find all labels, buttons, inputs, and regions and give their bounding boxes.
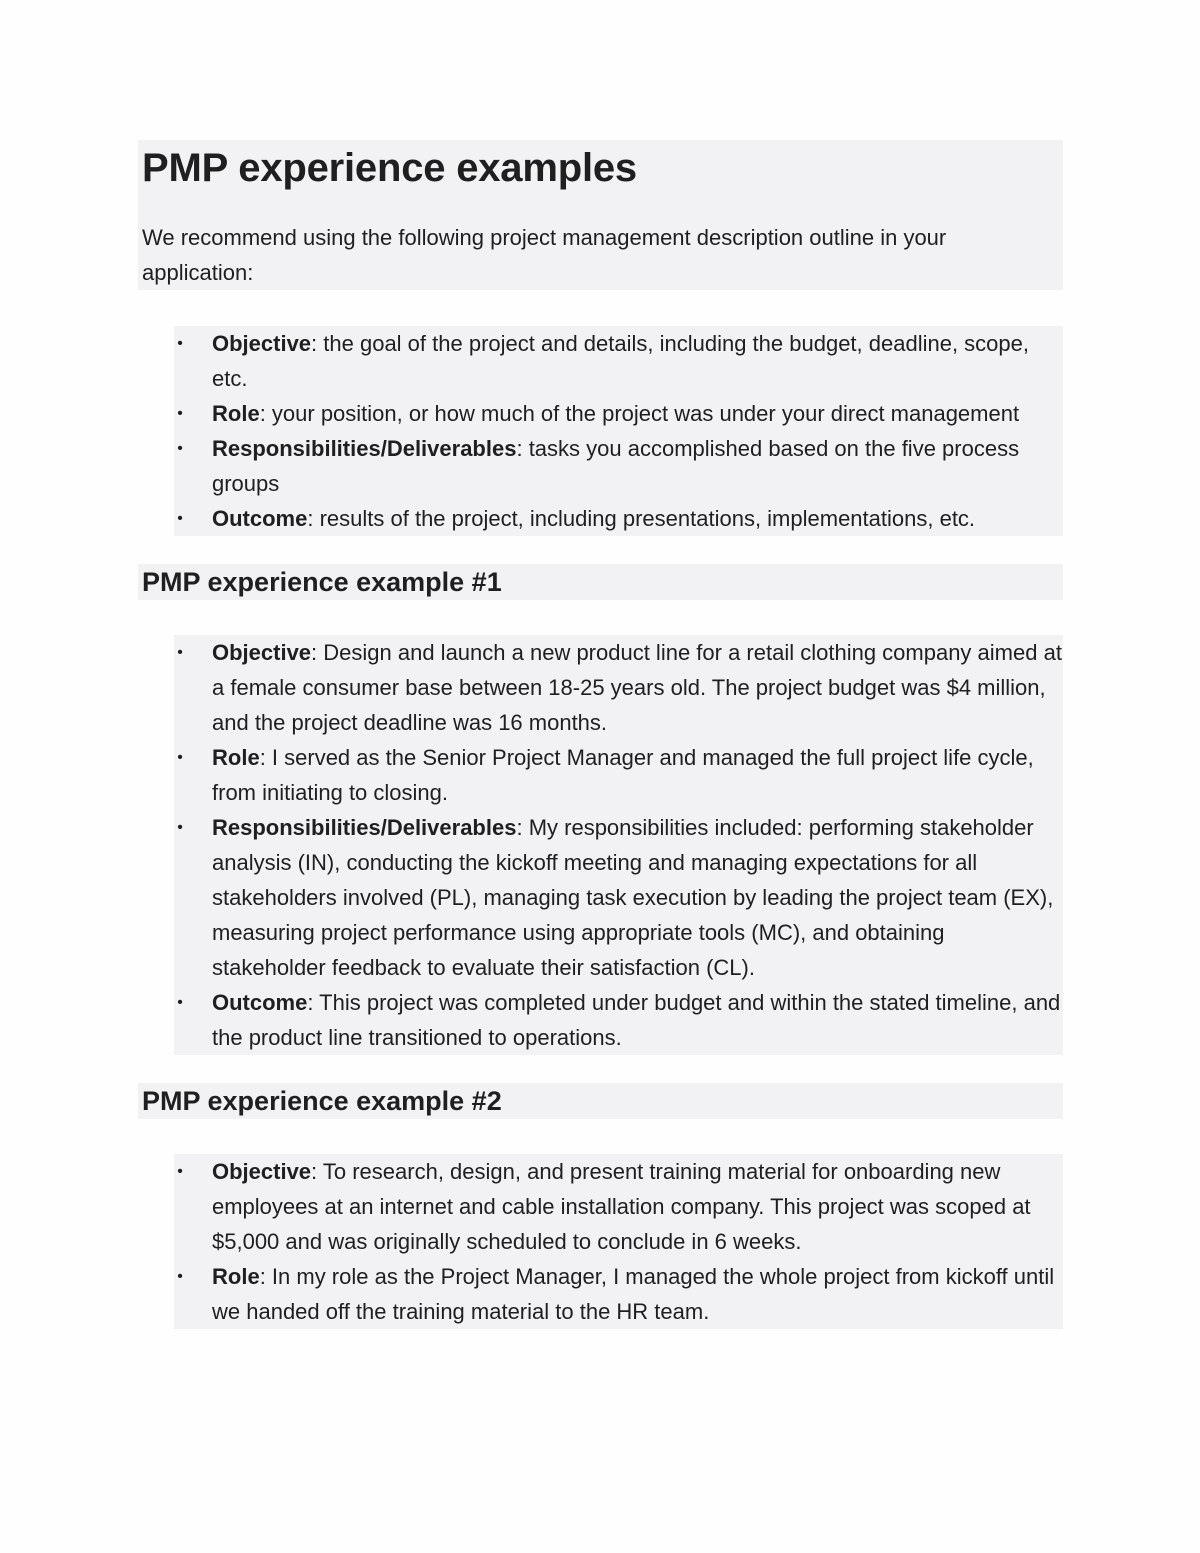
- list-item: [174, 1154, 1063, 1259]
- intro-section: [138, 140, 1063, 290]
- example-2-list: [138, 1154, 1063, 1329]
- item-label: Objective: [212, 331, 312, 356]
- bullet-icon: •: [177, 440, 183, 457]
- list-item: [174, 810, 1063, 985]
- list-item: [174, 326, 1063, 396]
- item-text: : This project was completed under budget and within the stated timeline, and the product line transitioned to operations.: [212, 990, 1061, 1050]
- bullet-icon: •: [177, 1268, 183, 1285]
- bullet-icon: •: [177, 819, 183, 836]
- bullet-icon: •: [177, 994, 183, 1011]
- outline-list: [138, 326, 1063, 536]
- item-text: : the goal of the project and details, including the budget, deadline, scope, etc.: [212, 331, 1030, 391]
- item-label: Role: [212, 1264, 260, 1289]
- item-text: : results of the project, including presentations, implementations, etc.: [307, 506, 976, 531]
- list-item: [174, 1259, 1063, 1329]
- item-text: : I served as the Senior Project Manager and managed the full project life cycle, from initiating to closing.: [212, 745, 1034, 805]
- document-page: [138, 140, 1063, 1329]
- example-1-heading: PMP experience example #1: [138, 564, 1063, 600]
- bullet-icon: •: [177, 644, 183, 661]
- item-label: Role: [212, 745, 260, 770]
- item-label: Objective: [212, 640, 312, 665]
- item-label: Responsibilities/Deliverables: [212, 815, 517, 840]
- page-title: PMP experience examples: [142, 146, 637, 190]
- list-item: [174, 396, 1063, 431]
- list-item: [174, 740, 1063, 810]
- list-item: [174, 501, 1063, 536]
- example-2-heading: PMP experience example #2: [138, 1083, 1063, 1119]
- item-label: Outcome: [212, 506, 308, 531]
- list-item: [174, 431, 1063, 501]
- bullet-icon: •: [177, 335, 183, 352]
- item-text: : tasks you accomplished based on the five process groups: [212, 436, 1020, 496]
- item-label: Role: [212, 401, 260, 426]
- bullet-icon: •: [177, 510, 183, 527]
- item-text: : your position, or how much of the project was under your direct management: [259, 401, 1020, 426]
- item-text: : Design and launch a new product line for a retail clothing company aimed at a female consumer base between 18-25 years old. The project budget was $4 million, and the project deadline was 16 months.: [212, 640, 1062, 735]
- item-label: Responsibilities/Deliverables: [212, 436, 517, 461]
- example-1-list: [138, 635, 1063, 1055]
- item-label: Outcome: [212, 990, 308, 1015]
- item-text: : My responsibilities included: performing stakeholder analysis (IN), conducting the kickoff meeting and managing expectations for all stakeholders involved (PL), managing task execution by leading the project team (EX), measuring project performance using appropriate tools (MC), and obtaining stakeholder feedback to evaluate their satisfaction (CL).: [212, 815, 1054, 980]
- item-text: : In my role as the Project Manager, I managed the whole project from kickoff until we handed off the training material to the HR team.: [212, 1264, 1055, 1324]
- item-label: Objective: [212, 1159, 312, 1184]
- intro-paragraph: We recommend using the following project management description outline in your application:: [142, 225, 947, 285]
- list-item: [174, 635, 1063, 740]
- bullet-icon: •: [177, 1163, 183, 1180]
- item-text: : To research, design, and present training material for onboarding new employees at an internet and cable installation company. This project was scoped at $5,000 and was originally scheduled to conclude in 6 weeks.: [212, 1159, 1031, 1254]
- bullet-icon: •: [177, 749, 183, 766]
- bullet-icon: •: [177, 405, 183, 422]
- list-item: [174, 985, 1063, 1055]
